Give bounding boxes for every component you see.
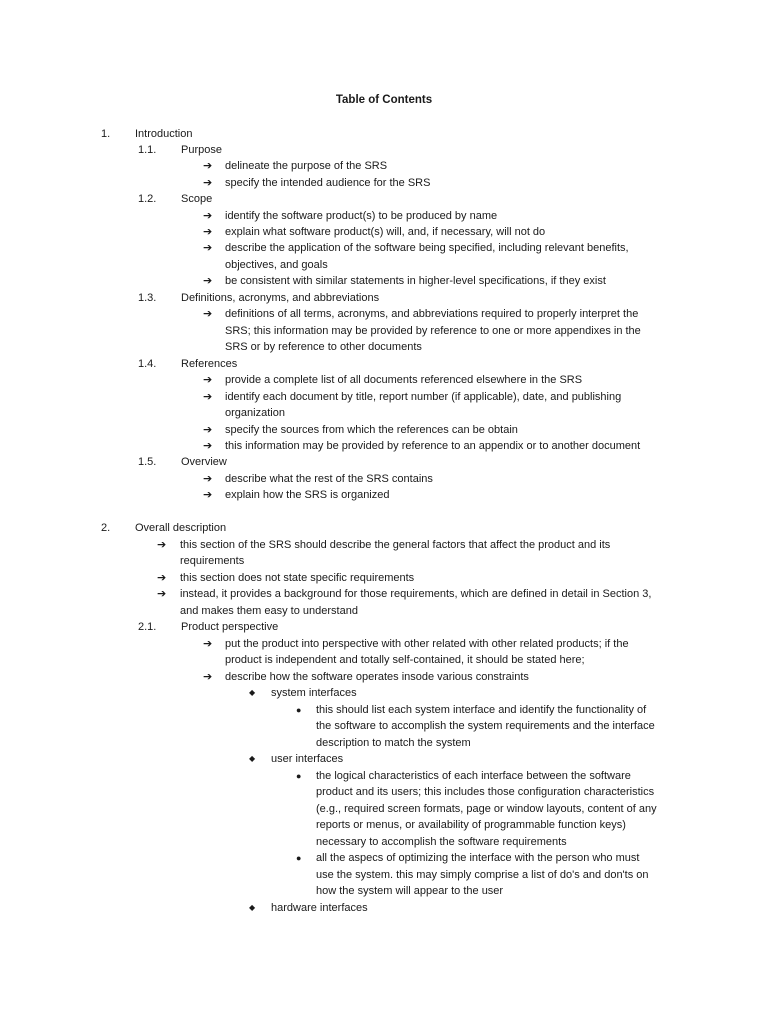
section-number: 2. <box>101 522 111 534</box>
arrow-bullet-icon: ➔ <box>203 671 213 683</box>
subsection-number: 1.1. <box>138 144 157 156</box>
arrow-bullet-icon: ➔ <box>157 539 167 551</box>
subsection-number: 1.3. <box>138 292 157 304</box>
bullet-text: this should list each system interface and identify the functionality of <box>316 704 647 716</box>
arrow-bullet-icon: ➔ <box>203 473 213 485</box>
subsection-title: Definitions, acronyms, and abbreviations <box>181 292 380 304</box>
bullet-text: specify the intended audience for the SRS <box>225 177 431 189</box>
bullet-text: description to match the system <box>316 737 471 749</box>
bullet-text: this section of the SRS should describe the general factors that affect the product and its <box>180 539 611 551</box>
bullet-text: be consistent with similar statements in higher-level specifications, if they exist <box>225 275 606 287</box>
bullet-text: objectives, and goals <box>225 259 328 271</box>
bullet-text: organization <box>225 407 285 419</box>
bullet-text: explain how the SRS is organized <box>225 489 390 501</box>
bullet-text: describe how the software operates insode various constraints <box>225 671 529 683</box>
bullet-text: definitions of all terms, acronyms, and abbreviations required to properly interpret the <box>225 308 639 320</box>
bullet-text: how the system will appear to the user <box>316 885 504 897</box>
section-title: Overall description <box>135 522 227 534</box>
arrow-bullet-icon: ➔ <box>157 588 167 600</box>
bullet-text: SRS or by reference to other documents <box>225 341 422 353</box>
dot-bullet-icon: ● <box>296 853 302 863</box>
subsection-number: 1.2. <box>138 193 157 205</box>
bullet-text: and makes them easy to understand <box>180 605 358 617</box>
arrow-bullet-icon: ➔ <box>203 489 213 501</box>
diamond-bullet-icon: ◆ <box>249 754 256 763</box>
bullet-text: requirements <box>180 555 245 567</box>
arrow-bullet-icon: ➔ <box>203 638 213 650</box>
diamond-bullet-icon: ◆ <box>249 688 256 697</box>
arrow-bullet-icon: ➔ <box>203 160 213 172</box>
section-title: Introduction <box>135 128 193 140</box>
subsection-title: Product perspective <box>181 621 279 633</box>
subsection-title: Scope <box>181 193 213 205</box>
bullet-text: delineate the purpose of the SRS <box>225 160 388 172</box>
diamond-bullet-icon: ◆ <box>249 903 256 912</box>
arrow-bullet-icon: ➔ <box>203 226 213 238</box>
arrow-bullet-icon: ➔ <box>203 242 213 254</box>
section-number: 1. <box>101 128 111 140</box>
arrow-bullet-icon: ➔ <box>203 440 213 452</box>
arrow-bullet-icon: ➔ <box>203 275 213 287</box>
bullet-text: instead, it provides a background for those requirements, which are defined in detail in Section 3, <box>180 588 652 600</box>
bullet-text: product is independent and totally self-contained, it should be stated here; <box>225 654 585 666</box>
dot-bullet-icon: ● <box>296 705 302 715</box>
subsection-title: Overview <box>181 456 227 468</box>
arrow-bullet-icon: ➔ <box>203 374 213 386</box>
arrow-bullet-icon: ➔ <box>203 177 213 189</box>
subsection-number: 1.5. <box>138 456 157 468</box>
bullet-text: specify the sources from which the references can be obtain <box>225 424 518 436</box>
arrow-bullet-icon: ➔ <box>203 424 213 436</box>
bullet-text: identify the software product(s) to be produced by name <box>225 210 498 222</box>
bullet-text: SRS; this information may be provided by reference to one or more appendixes in the <box>225 325 641 337</box>
bullet-text: use the system. this may simply comprise a list of do's and don'ts on <box>316 869 649 881</box>
bullet-text: product and its users; this includes those configuration characteristics <box>316 786 655 798</box>
bullet-text: put the product into perspective with other related with other related products; if the <box>225 638 629 650</box>
bullet-text: reports or menus, or availability of programmable function keys) <box>316 819 626 831</box>
subsection-title: Purpose <box>181 144 222 156</box>
bullet-text: this section does not state specific requirements <box>180 572 415 584</box>
arrow-bullet-icon: ➔ <box>203 210 213 222</box>
list-item-label: system interfaces <box>271 687 357 699</box>
subsection-number: 1.4. <box>138 358 157 370</box>
bullet-text: provide a complete list of all documents referenced elsewhere in the SRS <box>225 374 583 386</box>
bullet-text: the logical characteristics of each interface between the software <box>316 770 631 782</box>
bullet-text: this information may be provided by reference to an appendix or to another document <box>225 440 641 452</box>
bullet-text: explain what software product(s) will, and, if necessary, will not do <box>225 226 546 238</box>
page-title: Table of Contents <box>335 94 433 106</box>
bullet-text: describe the application of the software being specified, including relevant benefits, <box>225 242 629 254</box>
arrow-bullet-icon: ➔ <box>203 308 213 320</box>
list-item-label: hardware interfaces <box>271 902 368 914</box>
bullet-text: necessary to accomplish the software requirements <box>316 836 567 848</box>
list-item-label: user interfaces <box>271 753 344 765</box>
bullet-text: all the aspecs of optimizing the interface with the person who must <box>316 852 640 864</box>
bullet-text: the software to accomplish the system requirements and the interface <box>316 720 655 732</box>
bullet-text: (e.g., required screen formats, page or window layouts, content of any <box>316 803 657 815</box>
arrow-bullet-icon: ➔ <box>203 391 213 403</box>
dot-bullet-icon: ● <box>296 771 302 781</box>
subsection-title: References <box>181 358 238 370</box>
bullet-text: identify each document by title, report number (if applicable), date, and publishing <box>225 391 622 403</box>
arrow-bullet-icon: ➔ <box>157 572 167 584</box>
bullet-text: describe what the rest of the SRS contains <box>225 473 433 485</box>
subsection-number: 2.1. <box>138 621 157 633</box>
